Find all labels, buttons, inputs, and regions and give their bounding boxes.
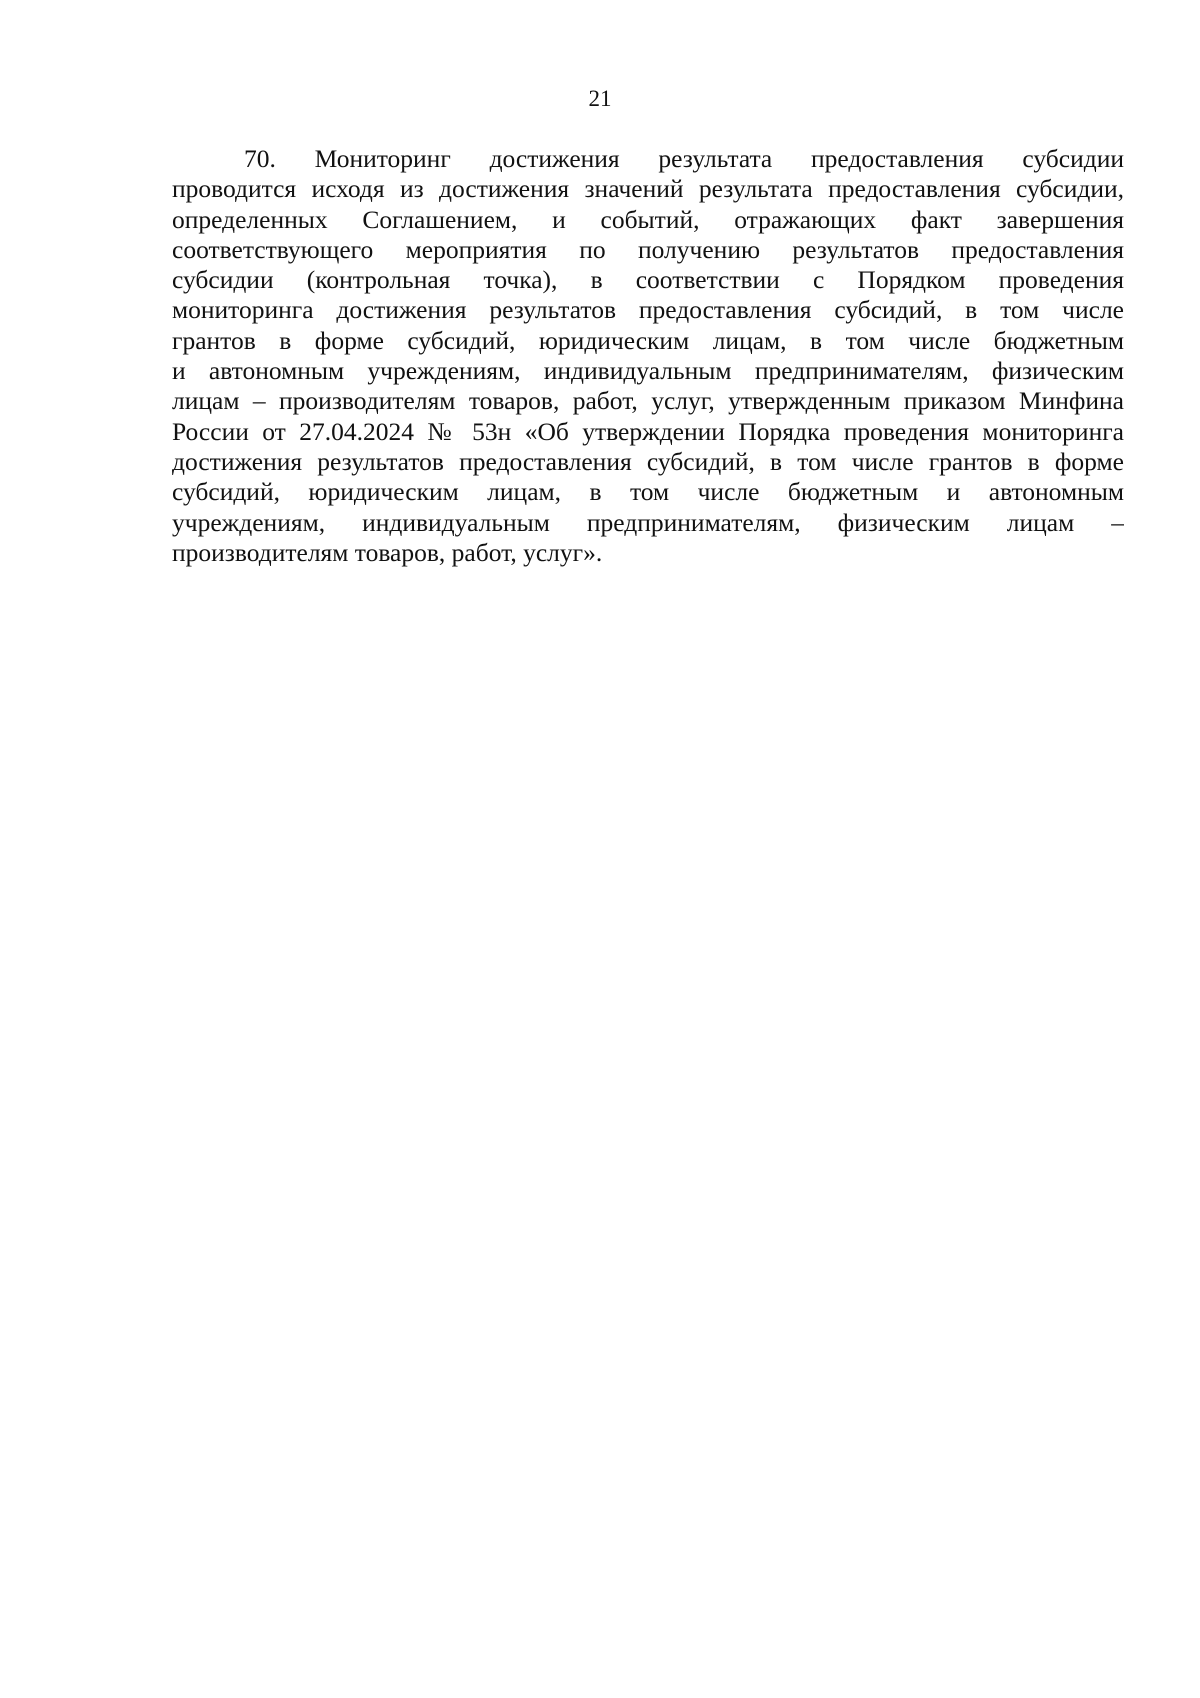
paragraph-line: определенных Соглашением, и событий, отражающих факт завершения [172, 204, 1124, 234]
paragraph-line: грантов в форме субсидий, юридическим лицам, в том числе бюджетным [172, 325, 1124, 355]
paragraph-line: проводится исходя из достижения значений результата предоставления субсидии, [172, 174, 1124, 204]
paragraph-line: субсидий, юридическим лицам, в том числе бюджетным и автономным [172, 477, 1124, 507]
paragraph-line: России от 27.04.2024 № 53н «Об утверждении Порядка проведения мониторинга [172, 416, 1124, 446]
paragraph-line: мониторинга достижения результатов предоставления субсидий, в том числе [172, 295, 1124, 325]
paragraph-line: и автономным учреждениям, индивидуальным предпринимателям, физическим [172, 356, 1124, 386]
paragraph-line: производителям товаров, работ, услуг». [172, 537, 603, 567]
paragraph-line: субсидии (контрольная точка), в соответствии с Порядком проведения [172, 265, 1124, 295]
paragraph-line: лицам – производителям товаров, работ, услуг, утвержденным приказом Минфина [172, 386, 1124, 416]
paragraph-line: соответствующего мероприятия по получению результатов предоставления [172, 234, 1124, 264]
paragraph-line: 70. Мониторинг достижения результата предоставления субсидии [244, 144, 1124, 173]
paragraph-line: учреждениям, индивидуальным предпринимателям, физическим лицам – [172, 507, 1124, 537]
paragraph-70 [172, 144, 1124, 568]
paragraph-line: достижения результатов предоставления субсидий, в том числе грантов в форме [172, 446, 1124, 476]
page-number: 21 [588, 86, 612, 111]
